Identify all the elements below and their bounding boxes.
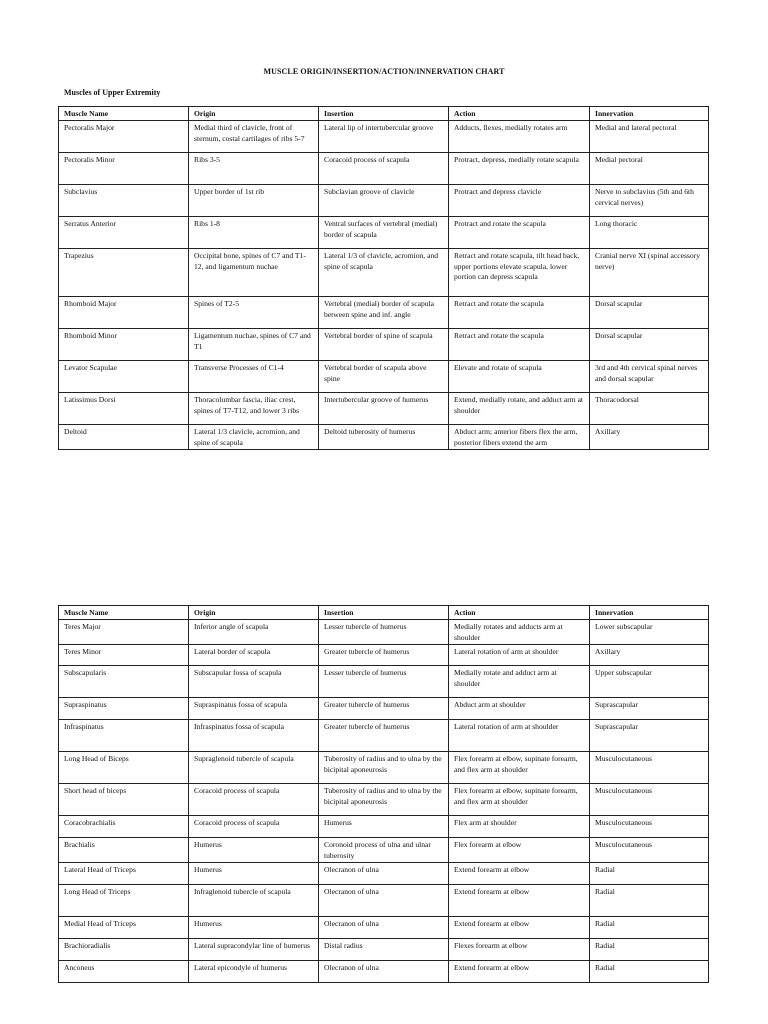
action-cell: Protract and rotate the scapula: [449, 217, 590, 249]
muscle-table-2: [58, 605, 709, 983]
muscle-name-cell: Brachioradialis: [59, 939, 189, 961]
table-row: [59, 329, 709, 361]
insertion-cell: Olecranon of ulna: [319, 917, 449, 939]
origin-cell: Humerus: [189, 917, 319, 939]
innervation-cell: Musculocutaneous: [590, 816, 709, 838]
action-cell: Flex forearm at elbow, supinate forearm, and flex arm at shoulder: [449, 752, 590, 784]
innervation-cell: Musculocutaneous: [590, 838, 709, 863]
action-cell: Flex forearm at elbow: [449, 838, 590, 863]
action-cell: Abduct arm at shoulder: [449, 698, 590, 720]
action-cell: Retract and rotate scapula, tilt head back, upper portions elevate scapula, lower portion can depress scapula: [449, 249, 590, 297]
insertion-cell: Ventral surfaces of vertebral (medial) border of scapula: [319, 217, 449, 249]
innervation-cell: Medial pectoral: [590, 153, 709, 185]
muscle-name-cell: Long Head of Biceps: [59, 752, 189, 784]
muscle-name-cell: Rhomboid Major: [59, 297, 189, 329]
innervation-cell: Dorsal scapular: [590, 297, 709, 329]
insertion-cell: Humerus: [319, 816, 449, 838]
muscle-name-cell: Deltoid: [59, 425, 189, 450]
header-innervation: Innervation: [590, 107, 709, 121]
innervation-cell: Upper subscapular: [590, 666, 709, 698]
table-row: [59, 917, 709, 939]
action-cell: Retract and rotate the scapula: [449, 297, 590, 329]
action-cell: Medially rotates and adducts arm at shoulder: [449, 620, 590, 645]
innervation-cell: Axillary: [590, 645, 709, 666]
insertion-cell: Lesser tubercle of humerus: [319, 620, 449, 645]
table-row: [59, 720, 709, 752]
table-header-row: [59, 107, 709, 121]
table-row: [59, 816, 709, 838]
table-row: [59, 153, 709, 185]
origin-cell: Transverse Processes of C1-4: [189, 361, 319, 393]
insertion-cell: Lateral 1/3 of clavicle, acromion, and spine of scapula: [319, 249, 449, 297]
table-row: [59, 297, 709, 329]
innervation-cell: Lower subscapular: [590, 620, 709, 645]
origin-cell: Lateral border of scapula: [189, 645, 319, 666]
table-row: [59, 939, 709, 961]
origin-cell: Humerus: [189, 863, 319, 885]
table-row: [59, 249, 709, 297]
insertion-cell: Distal radius: [319, 939, 449, 961]
innervation-cell: Radial: [590, 961, 709, 983]
innervation-cell: Musculocutaneous: [590, 784, 709, 816]
muscle-name-cell: Rhomboid Minor: [59, 329, 189, 361]
insertion-cell: Deltoid tuberosity of humerus: [319, 425, 449, 450]
insertion-cell: Tuberosity of radius and to ulna by the bicipital aponeurosis: [319, 784, 449, 816]
action-cell: Extend, medially rotate, and adduct arm at shoulder: [449, 393, 590, 425]
innervation-cell: Dorsal scapular: [590, 329, 709, 361]
origin-cell: Ligamentum nuchae, spines of C7 and T1: [189, 329, 319, 361]
header-insertion: Insertion: [319, 606, 449, 620]
insertion-cell: Intertubercular groove of humerus: [319, 393, 449, 425]
origin-cell: Coracoid process of scapula: [189, 784, 319, 816]
muscle-name-cell: Pectoralis Minor: [59, 153, 189, 185]
action-cell: Flex arm at shoulder: [449, 816, 590, 838]
muscle-name-cell: Subscapularis: [59, 666, 189, 698]
insertion-cell: Subclavian groove of clavicle: [319, 185, 449, 217]
table-row: [59, 961, 709, 983]
table-row: [59, 784, 709, 816]
action-cell: Retract and rotate the scapula: [449, 329, 590, 361]
action-cell: Lateral rotation of arm at shoulder: [449, 720, 590, 752]
insertion-cell: Lesser tubercle of humerus: [319, 666, 449, 698]
action-cell: Medially rotate and adduct arm at shoulder: [449, 666, 590, 698]
action-cell: Elevate and rotate of scapula: [449, 361, 590, 393]
table-row: [59, 620, 709, 645]
section-title: Muscles of Upper Extremity: [64, 88, 161, 97]
innervation-cell: Long thoracic: [590, 217, 709, 249]
origin-cell: Occipital bone, spines of C7 and T1-12, and ligamentum nuchae: [189, 249, 319, 297]
origin-cell: Ribs 1-8: [189, 217, 319, 249]
table-row: [59, 698, 709, 720]
origin-cell: Infraglenoid tubercle of scapula: [189, 885, 319, 917]
table-row: [59, 393, 709, 425]
insertion-cell: Greater tubercle of humerus: [319, 720, 449, 752]
origin-cell: Thoracolumbar fascia, iliac crest, spines of T7-T12, and lower 3 ribs: [189, 393, 319, 425]
table-row: [59, 885, 709, 917]
insertion-cell: Greater tubercle of humerus: [319, 698, 449, 720]
innervation-cell: Thoracodorsal: [590, 393, 709, 425]
origin-cell: Lateral supracondylar line of humerus: [189, 939, 319, 961]
innervation-cell: Musculocutaneous: [590, 752, 709, 784]
header-innervation: Innervation: [590, 606, 709, 620]
muscle-name-cell: Long Head of Triceps: [59, 885, 189, 917]
origin-cell: Lateral 1/3 clavicle, acromion, and spine of scapula: [189, 425, 319, 450]
muscle-name-cell: Teres Minor: [59, 645, 189, 666]
innervation-cell: Cranial nerve XI (spinal accessory nerve): [590, 249, 709, 297]
muscle-name-cell: Latissimus Dorsi: [59, 393, 189, 425]
origin-cell: Supraglenoid tubercle of scapula: [189, 752, 319, 784]
muscle-name-cell: Short head of biceps: [59, 784, 189, 816]
action-cell: Flexes forearm at elbow: [449, 939, 590, 961]
innervation-cell: Radial: [590, 885, 709, 917]
insertion-cell: Vertebral border of scapula above spine: [319, 361, 449, 393]
table-row: [59, 121, 709, 153]
table-header-row: [59, 606, 709, 620]
header-action: Action: [449, 107, 590, 121]
action-cell: Protract, depress, medially rotate scapula: [449, 153, 590, 185]
table-row: [59, 217, 709, 249]
muscle-name-cell: Trapezius: [59, 249, 189, 297]
origin-cell: Coracoid process of scapula: [189, 816, 319, 838]
insertion-cell: Olecranon of ulna: [319, 885, 449, 917]
origin-cell: Spines of T2-5: [189, 297, 319, 329]
origin-cell: Inferior angle of scapula: [189, 620, 319, 645]
insertion-cell: Coronoid process of ulna and ulnar tuberosity: [319, 838, 449, 863]
header-action: Action: [449, 606, 590, 620]
table-row: [59, 752, 709, 784]
muscle-name-cell: Anconeus: [59, 961, 189, 983]
table-row: [59, 666, 709, 698]
origin-cell: Supraspinatus fossa of scapula: [189, 698, 319, 720]
table-row: [59, 361, 709, 393]
muscle-name-cell: Serratus Anterior: [59, 217, 189, 249]
origin-cell: Humerus: [189, 838, 319, 863]
header-origin: Origin: [189, 606, 319, 620]
action-cell: Extend forearm at elbow: [449, 885, 590, 917]
muscle-name-cell: Medial Head of Triceps: [59, 917, 189, 939]
innervation-cell: Medial and lateral pectoral: [590, 121, 709, 153]
muscle-name-cell: Infraspinatus: [59, 720, 189, 752]
insertion-cell: Lateral lip of intertubercular groove: [319, 121, 449, 153]
action-cell: Lateral rotation of arm at shoulder: [449, 645, 590, 666]
action-cell: Extend forearm at elbow: [449, 863, 590, 885]
muscle-name-cell: Supraspinatus: [59, 698, 189, 720]
origin-cell: Lateral epicondyle of humerus: [189, 961, 319, 983]
document-title: MUSCLE ORIGIN/INSERTION/ACTION/INNERVATION CHART: [263, 67, 505, 76]
origin-cell: Infraspinatus fossa of scapula: [189, 720, 319, 752]
insertion-cell: Vertebral border of spine of scapula: [319, 329, 449, 361]
insertion-cell: Greater tubercle of humerus: [319, 645, 449, 666]
action-cell: Protract and depress clavicle: [449, 185, 590, 217]
action-cell: Abduct arm; anterior fibers flex the arm, posterior fibers extend the arm: [449, 425, 590, 450]
muscle-name-cell: Teres Major: [59, 620, 189, 645]
innervation-cell: Suprascapular: [590, 720, 709, 752]
origin-cell: Subscapular fossa of scapula: [189, 666, 319, 698]
action-cell: Extend forearm at elbow: [449, 917, 590, 939]
origin-cell: Medial third of clavicle, front of sternum, costal cartilages of ribs 5-7: [189, 121, 319, 153]
insertion-cell: Tuberosity of radius and to ulna by the bicipital aponeurosis: [319, 752, 449, 784]
action-cell: Adducts, flexes, medially rotates arm: [449, 121, 590, 153]
insertion-cell: Coracoid process of scapula: [319, 153, 449, 185]
muscle-table-1: [58, 106, 709, 450]
insertion-cell: Vertebral (medial) border of scapula between spine and inf. angle: [319, 297, 449, 329]
muscle-name-cell: Levator Scapulae: [59, 361, 189, 393]
table-row: [59, 863, 709, 885]
header-muscle-name: Muscle Name: [59, 606, 189, 620]
innervation-cell: Radial: [590, 863, 709, 885]
muscle-name-cell: Lateral Head of Triceps: [59, 863, 189, 885]
innervation-cell: Axillary: [590, 425, 709, 450]
muscle-name-cell: Brachialis: [59, 838, 189, 863]
muscle-name-cell: Coracobrachialis: [59, 816, 189, 838]
table-row: [59, 645, 709, 666]
muscle-name-cell: Subclavius: [59, 185, 189, 217]
innervation-cell: Radial: [590, 917, 709, 939]
innervation-cell: Radial: [590, 939, 709, 961]
insertion-cell: Olecranon of ulna: [319, 863, 449, 885]
header-insertion: Insertion: [319, 107, 449, 121]
innervation-cell: Nerve to subclavius (5th and 6th cervical nerves): [590, 185, 709, 217]
insertion-cell: Olecranon of ulna: [319, 961, 449, 983]
action-cell: Flex forearm at elbow, supinate forearm, and flex arm at shoulder: [449, 784, 590, 816]
muscle-name-cell: Pectoralis Major: [59, 121, 189, 153]
innervation-cell: Suprascapular: [590, 698, 709, 720]
table-row: [59, 185, 709, 217]
action-cell: Extend forearm at elbow: [449, 961, 590, 983]
innervation-cell: 3rd and 4th cervical spinal nerves and dorsal scapular: [590, 361, 709, 393]
table-row: [59, 425, 709, 450]
origin-cell: Ribs 3-5: [189, 153, 319, 185]
origin-cell: Upper border of 1st rib: [189, 185, 319, 217]
header-muscle-name: Muscle Name: [59, 107, 189, 121]
header-origin: Origin: [189, 107, 319, 121]
table-row: [59, 838, 709, 863]
